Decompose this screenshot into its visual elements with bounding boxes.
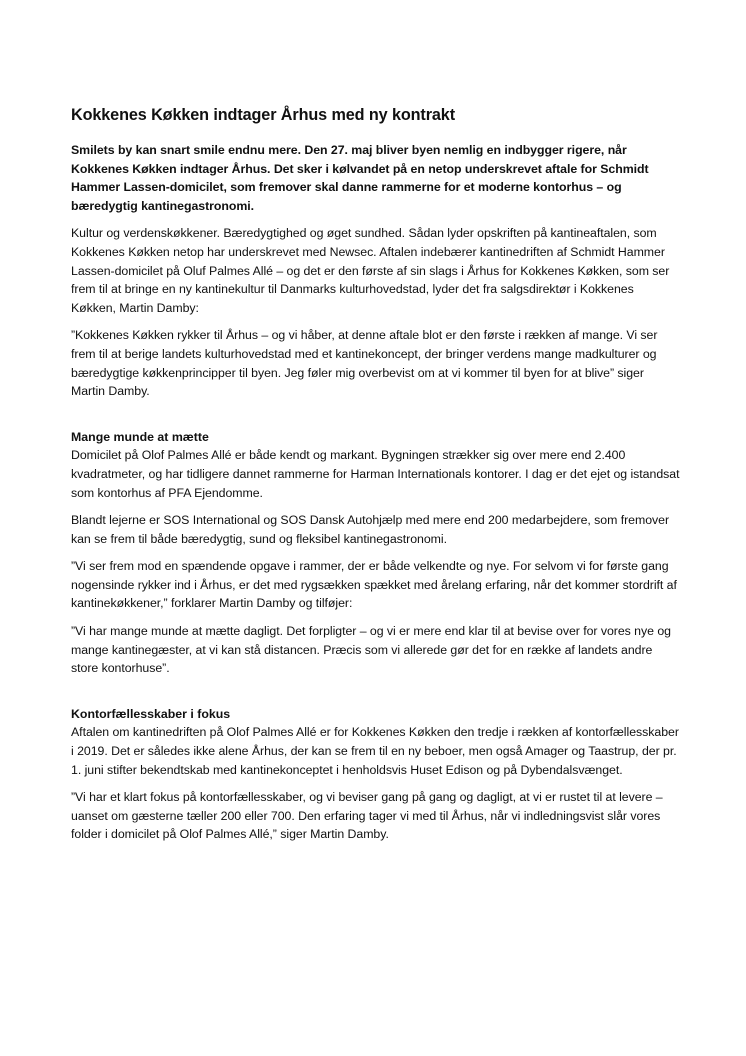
section-paragraph: Domicilet på Olof Palmes Allé er både kendt og markant. Bygningen strækker sig over mere end 2.400 kvadratmeter, og har tidligere dannet rammerne for Harman Internationals kontorer. I dag er det ejet og istandsat som kontorhus af PFA Ejendomme. — [71, 448, 680, 500]
section-paragraph: Aftalen om kantinedriften på Olof Palmes Allé er for Kokkenes Køkken den tredje i rækken af kontorfællesskaber i 2019. Det er således ikke alene Århus, der kan se frem til en ny beboer, men også Amager og Taastrup, der pr. 1. juni stifter bekendtskab med kantinekonceptet i henholdsvis Huset Edison og på Dybendalsvænget. — [71, 725, 679, 777]
document-page — [71, 104, 681, 853]
section-heading: Mange munde at mætte — [71, 429, 209, 444]
intro-quote: ”Kokkenes Køkken rykker til Århus – og vi håber, at denne aftale blot er den første i rækken af mange. Vi ser frem til at berige landets kulturhovedstad med et kantinekoncept, der bringer verdens mange madkulturer og bæredygtige køkkenprincipper til byen. Jeg føler mig overbevist om at vi kommer til byen for at blive” siger Martin Damby. — [71, 328, 658, 399]
section-heading: Kontorfællesskaber i fokus — [71, 706, 231, 721]
section-paragraph: Blandt lejerne er SOS International og SOS Dansk Autohjælp med mere end 200 medarbejdere, som fremover kan se frem til både bæredygtig, sund og fleksibel kantinegastronomi. — [71, 513, 670, 546]
section-paragraph: ”Vi har mange munde at mætte dagligt. Det forpligter – og vi er mere end klar til at bevise over for vores nye og mange kantinegæster, at vi kan stå distancen. Præcis som vi allerede gør det for en række af landets andre store kontorhuse”. — [71, 624, 671, 676]
section-paragraph: ”Vi har et klart fokus på kontorfællesskaber, og vi beviser gang på gang og dagligt, at vi er rustet til at levere – uanset om gæsterne tæller 200 eller 700. Den erfaring tager vi med til Århus, når vi indledningsvist slår vores folder i domicilet på Olof Palmes Allé,” siger Martin Damby. — [71, 790, 663, 842]
section-mange-munde — [71, 428, 681, 678]
article-title: Kokkenes Køkken indtager Århus med ny kontrakt — [71, 106, 456, 124]
section-kontorfaellesskaber — [71, 705, 681, 844]
intro-paragraph: Kultur og verdenskøkkener. Bæredygtighed og øget sundhed. Sådan lyder opskriften på kantineaftalen, som Kokkenes Køkken netop har underskrevet med Newsec. Aftalen indebærer kantinedriften af Schmidt Hammer Lassen-domicilet på Oluf Palmes Allé – og det er den første af sin slags i Århus for Kokkenes Køkken, som ser frem til at bringe en ny kantinekultur til Danmarks kulturhovedstad, lyder det fra salgsdirektør i Kokkenes Køkken, Martin Damby: — [71, 226, 670, 315]
article-lead: Smilets by kan snart smile endnu mere. Den 27. maj bliver byen nemlig en indbygger rigere, når Kokkenes Køkken indtager Århus. Det sker i kølvandet på en netop underskrevet aftale for Schmidt Hammer Lassen-domicilet, som fremover skal danne rammerne for et moderne kontorhus – og bæredygtig kantinegastronomi. — [71, 143, 649, 213]
section-paragraph: ”Vi ser frem mod en spændende opgave i rammer, der er både velkendte og nye. For selvom vi for første gang nogensinde rykker ind i Århus, er det med rygsækken spækket med årelang erfaring, når det kommer stordrift af kantinekøkkener,” forklarer Martin Damby og tilføjer: — [71, 559, 677, 611]
